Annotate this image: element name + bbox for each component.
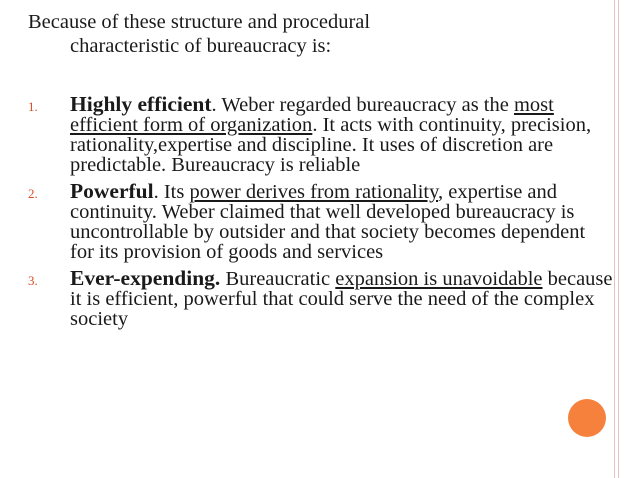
item-text-continued: because it is efficient, powerful that could serve the need of the complex society	[70, 268, 613, 330]
item-text: Bureaucratic	[220, 268, 336, 290]
list-item-ever-expending	[28, 268, 614, 329]
decorative-rule-outer	[614, 0, 615, 478]
decorative-rule-inner	[618, 0, 619, 478]
item-heading: Highly efficient	[70, 92, 212, 116]
intro-line-1: Because of these structure and procedural	[28, 11, 371, 33]
list-number: 2.	[28, 186, 38, 201]
characteristics-list	[28, 94, 614, 329]
intro-paragraph	[28, 10, 614, 58]
item-underlined-text: most efficient form of organization	[70, 94, 554, 136]
list-number: 3.	[28, 273, 38, 288]
list-item-powerful	[28, 181, 614, 262]
item-text: . Its	[153, 181, 190, 203]
list-number: 1.	[28, 99, 38, 114]
item-underlined-text: expansion is unavoidable	[335, 268, 543, 290]
item-underlined-text: power derives from rationality	[189, 181, 439, 203]
list-item-highly-efficient	[28, 94, 614, 175]
item-text-continued: , expertise and continuity. Weber claimed that well developed bureaucracy is uncontrollable by outsider and that society becomes dependent for its provision of goods and services	[70, 181, 586, 263]
intro-line-2: characteristic of bureaucracy is:	[70, 35, 332, 57]
item-heading: Ever-expending.	[70, 266, 221, 290]
slide-content	[28, 10, 614, 335]
decorative-circle-icon	[568, 399, 606, 437]
item-text-continued: . It acts with continuity, precision, rationality,expertise and discipline. It uses of discretion are predictable. Bureaucracy is reliable	[70, 114, 592, 176]
item-text: . Weber regarded bureaucracy as the	[211, 94, 514, 116]
item-heading: Powerful	[70, 179, 154, 203]
